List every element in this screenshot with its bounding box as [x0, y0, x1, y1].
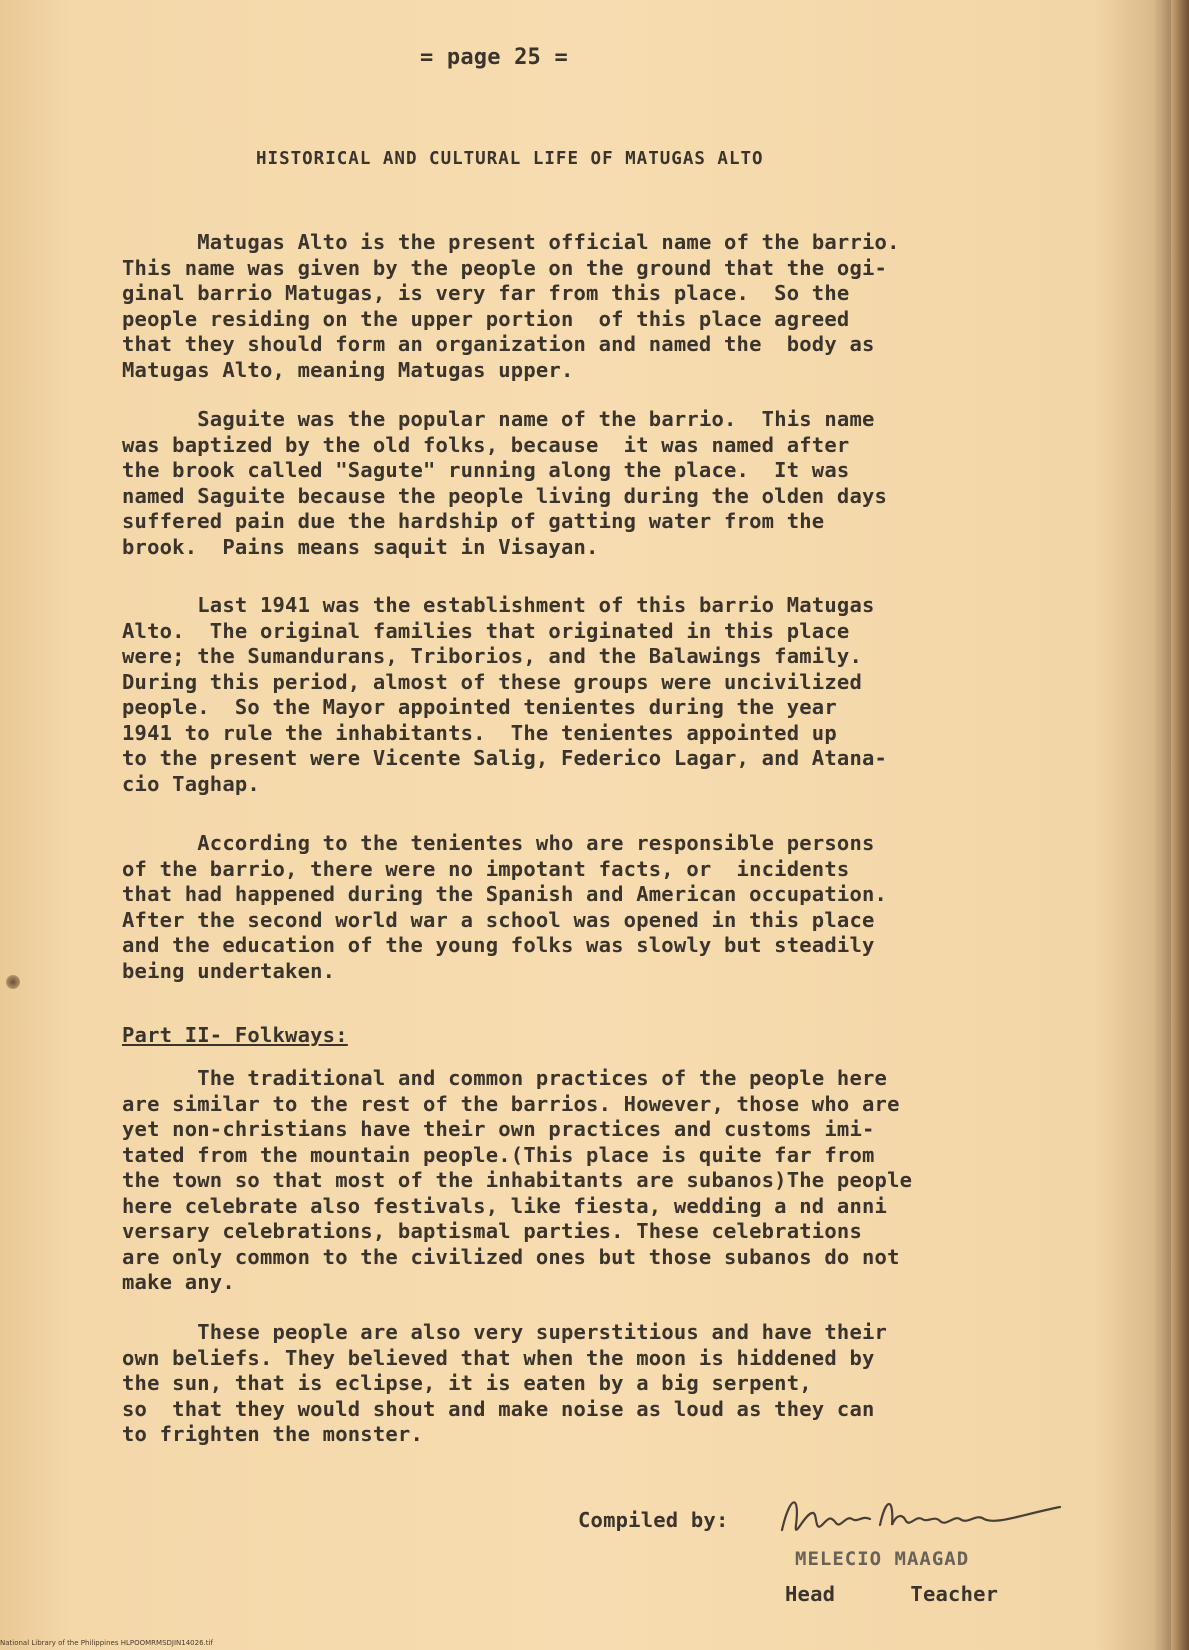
paragraph-historical-facts: According to the tenientes who are responsible persons of the barrio, there were no impotant facts, or incidents that had happened during the Spanish and American occupation. After the second world war a school was opened in this place and the education of the young folks was slowly but steadily being undertaken.	[122, 831, 888, 983]
compiler-role: Head Teacher	[785, 1582, 999, 1606]
paragraph-superstitions: These people are also very superstitious and have their own beliefs. They believed that when the moon is hiddened by the sun, that is eclipse, it is eaten by a big serpent, so that they would shout and make noise as loud as they can to frighten the monster.	[122, 1320, 888, 1446]
section-heading: Part II- Folkways:	[122, 1023, 348, 1047]
punch-hole	[6, 975, 20, 989]
document-title: HISTORICAL AND CULTURAL LIFE OF MATUGAS ALTO	[256, 149, 764, 169]
page-number: = page 25 =	[420, 45, 568, 70]
paragraph-official-name: Matugas Alto is the present official name of the barrio. This name was given by the people on the ground that the ogi- ginal barrio Matugas, is very far from this place. So the people residing on the upper portion of this place agreed that they should form an organization and named the body as Matugas Alto, meaning Matugas upper.	[122, 230, 900, 382]
archive-footer: National Library of the Philippines HLPOOMRMSDJIN14026.tif	[0, 1639, 213, 1647]
paragraph-popular-name: Saguite was the popular name of the barrio. This name was baptized by the old folks, because it was named after the brook called "Sagute" running along the place. It was named Saguite because the people living during the olden days suffered pain due the hardship of gatting water from the brook. Pains means saquit in Visayan.	[122, 407, 888, 559]
paragraph-folkways: The traditional and common practices of the people here are similar to the rest of the barrios. However, those who are yet non-christians have their own practices and customs imi- tated from the mountain people.(This place is quite far from the town so that most of the inhabitants are subanos)The people here celebrate also festivals, like fiesta, wedding a nd anni versary celebrations, baptismal parties. These celebrations are only common to the civilized ones but those subanos do not make any.	[122, 1066, 913, 1294]
compiled-by-label: Compiled by:	[578, 1508, 729, 1532]
page-binding-edge	[1171, 0, 1189, 1650]
paragraph-establishment: Last 1941 was the establishment of this barrio Matugas Alto. The original families that originated in this place were; the Sumandurans, Triborios, and the Balawings family. During this period, almost of these groups were uncivilized people. So the Mayor appointed tenientes during the year 1941 to rule the inhabitants. The tenientes appointed up to the present were Vicente Salig, Federico Lagar, and Atana- cio Taghap.	[122, 593, 888, 796]
compiler-name: MELECIO MAAGAD	[795, 1548, 970, 1570]
handwritten-signature	[770, 1485, 1070, 1555]
